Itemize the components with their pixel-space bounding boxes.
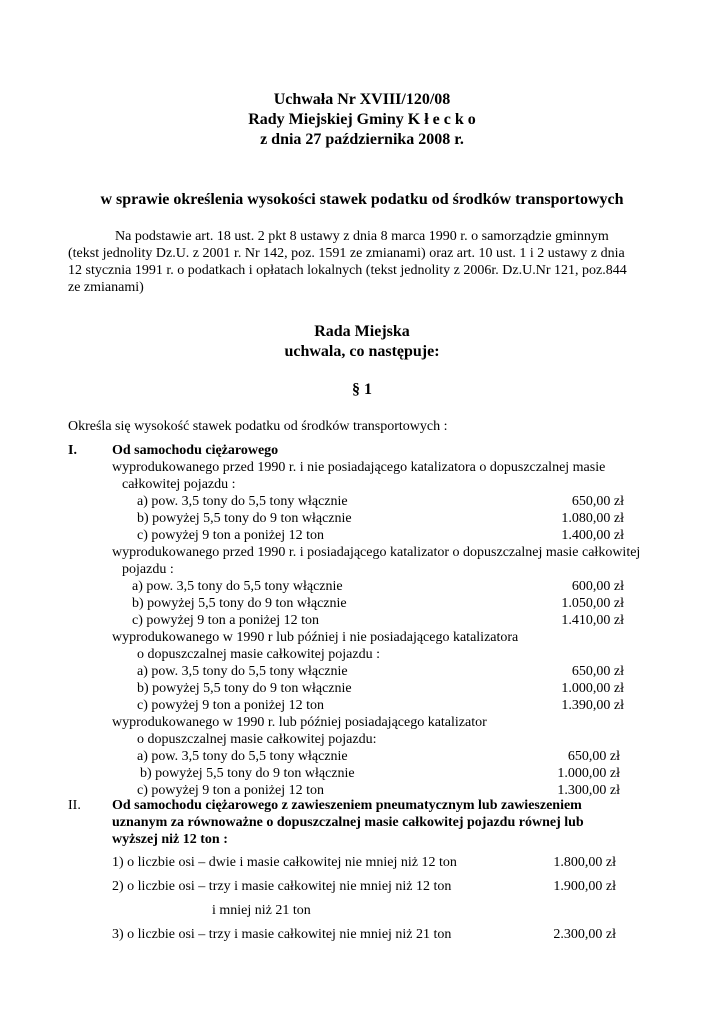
section-2-heading-line-1: Od samochodu ciężarowego z zawieszeniem pneumatycznym lub zawieszeniem [112, 798, 582, 813]
group-1-item-c: c) powyżej 9 ton a poniżej 12 ton [137, 528, 325, 543]
resolution-date: z dnia 27 października 2008 r. [260, 131, 464, 148]
resolution-number: Uchwała Nr XVIII/120/08 [273, 91, 451, 108]
group-4-item-c: c) powyżej 9 ton a poniżej 12 ton [137, 783, 325, 798]
group-1-line-1: wyprodukowanego przed 1990 r. i nie posiadającego katalizatora o dopuszczalnej masie [112, 460, 606, 475]
group-3-item-c: c) powyżej 9 ton a poniżej 12 ton [137, 698, 325, 713]
preamble-line-1: Na podstawie art. 18 ust. 2 pkt 8 ustawy z dnia 8 marca 1990 r. o samorządzie gminnym [115, 229, 609, 244]
group-1-item-b: b) powyżej 5,5 tony do 9 ton włącznie [137, 511, 352, 526]
section-2-heading-line-2: uznanym za równoważne o dopuszczalnej masie całkowitej pojazdu równej lub [112, 815, 584, 830]
group-1-amount-b: 1.080,00 zł [561, 511, 624, 526]
group-2-item-a: a) pow. 3,5 tony do 5,5 tony włącznie [132, 579, 343, 594]
section-1-heading: Od samochodu ciężarowego [112, 443, 279, 458]
group-3-item-b: b) powyżej 5,5 tony do 9 ton włącznie [137, 681, 352, 696]
preamble-line-4: ze zmianami) [68, 280, 144, 295]
group-4-line-2: o dopuszczalnej masie całkowitej pojazdu: [137, 732, 377, 747]
group-3-amount-a: 650,00 zł [571, 664, 624, 679]
group-2-amount-a: 600,00 zł [571, 579, 624, 594]
resolution-subject: w sprawie określenia wysokości stawek podatku od środków transportowych [100, 191, 624, 208]
council-decides: uchwala, co następuje: [284, 343, 440, 360]
group-4-item-b: b) powyżej 5,5 tony do 9 ton włącznie [140, 766, 355, 781]
group-3-item-a: a) pow. 3,5 tony do 5,5 tony włącznie [137, 664, 348, 679]
section-2-item-2: 2) o liczbie osi – trzy i masie całkowitej nie mniej niż 12 ton [112, 879, 452, 894]
group-3-line-2: o dopuszczalnej masie całkowitej pojazdu : [137, 647, 380, 662]
section-2-amount-1: 1.800,00 zł [553, 855, 616, 870]
group-3-amount-b: 1.000,00 zł [561, 681, 624, 696]
section-2-amount-2: 1.900,00 zł [553, 879, 616, 894]
group-1-amount-c: 1.400,00 zł [561, 528, 624, 543]
preamble-line-3: 12 stycznia 1991 r. o podatkach i opłatach lokalnych (tekst jednolity z 2006r. Dz.U.Nr 121, poz.844 [68, 263, 627, 278]
section-2-item-3: 3) o liczbie osi – trzy i masie całkowitej nie mniej niż 21 ton [112, 927, 452, 942]
council-heading: Rada Miejska [314, 323, 410, 340]
section-2-number: II. [68, 798, 81, 813]
group-1-line-2: całkowitej pojazdu : [122, 477, 236, 492]
group-4-item-a: a) pow. 3,5 tony do 5,5 tony włącznie [137, 749, 348, 764]
section-2-item-2-continued: i mniej niż 21 ton [212, 903, 311, 918]
group-1-amount-a: 650,00 zł [571, 494, 624, 509]
section-2-amount-3: 2.300,00 zł [553, 927, 616, 942]
group-3-line-1: wyprodukowanego w 1990 r lub później i nie posiadającego katalizatora [112, 630, 519, 645]
intro-text: Określa się wysokość stawek podatku od środków transportowych : [68, 419, 448, 434]
group-3-amount-c: 1.390,00 zł [561, 698, 624, 713]
group-4-amount-a: 650,00 zł [567, 749, 620, 764]
group-2-amount-b: 1.050,00 zł [561, 596, 624, 611]
group-2-line-2: pojazdu : [122, 562, 174, 577]
group-4-amount-b: 1.000,00 zł [557, 766, 620, 781]
preamble-line-2: (tekst jednolity Dz.U. z 2001 r. Nr 142, poz. 1591 ze zmianami) oraz art. 10 ust. 1 i 2 ustawy z dnia [68, 246, 625, 261]
group-2-line-1: wyprodukowanego przed 1990 r. i posiadającego katalizator o dopuszczalnej masie całkowitej [112, 545, 641, 560]
section-2-heading-line-3: wyższej niż 12 ton : [112, 832, 228, 847]
council-name: Rady Miejskiej Gminy K ł e c k o [248, 111, 476, 128]
paragraph-mark: § 1 [352, 381, 372, 398]
section-1-number: I. [68, 443, 77, 458]
group-2-item-c: c) powyżej 9 ton a poniżej 12 ton [132, 613, 320, 628]
group-4-line-1: wyprodukowanego w 1990 r. lub później posiadającego katalizator [112, 715, 487, 730]
group-2-amount-c: 1.410,00 zł [561, 613, 624, 628]
group-4-amount-c: 1.300,00 zł [557, 783, 620, 798]
section-2-item-1: 1) o liczbie osi – dwie i masie całkowitej nie mniej niż 12 ton [112, 855, 457, 870]
group-2-item-b: b) powyżej 5,5 tony do 9 ton włącznie [132, 596, 347, 611]
group-1-item-a: a) pow. 3,5 tony do 5,5 tony włącznie [137, 494, 348, 509]
